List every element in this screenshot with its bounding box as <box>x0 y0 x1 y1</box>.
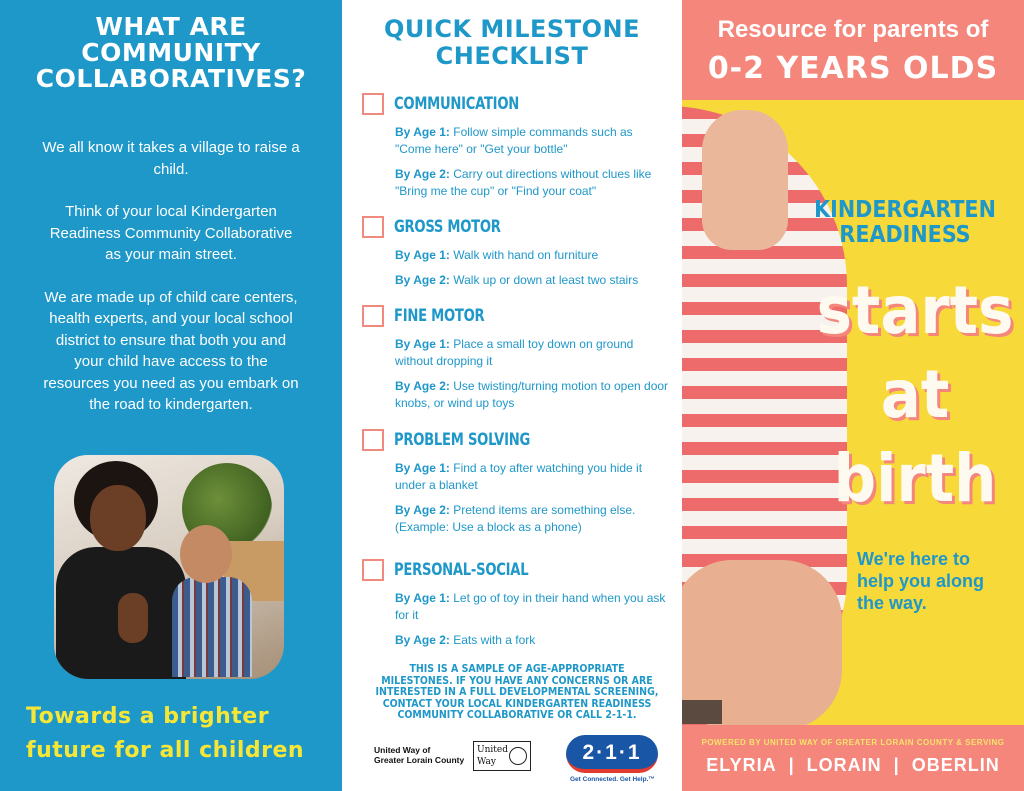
header-age-range: 0-2 YEARS OLDS <box>707 51 999 86</box>
age-label: By Age 1: <box>395 125 450 139</box>
milestone-text: Find a toy after watching you hide it under a blanket <box>395 461 643 492</box>
age-label: By Age 1: <box>395 591 450 605</box>
shorts-shape <box>682 700 722 724</box>
city-lorain: LORAIN <box>806 755 882 775</box>
section-header <box>362 304 672 328</box>
section-gross-motor <box>362 215 672 289</box>
logo-text: Way <box>477 757 496 767</box>
milestone-text: Walk with hand on furniture <box>453 248 599 262</box>
header-subtitle: Resource for parents of <box>717 16 989 43</box>
milestone-text: Follow simple commands such as "Come here" or "Get your bottle" <box>395 125 633 156</box>
section-header <box>362 215 672 239</box>
sponsor-logos <box>370 735 670 781</box>
baby-body-shape <box>172 577 252 677</box>
checkbox-gross-motor[interactable] <box>362 216 384 238</box>
left-panel <box>0 0 342 791</box>
brighter-future-tagline <box>26 700 326 768</box>
help-line: We're here to <box>857 549 970 569</box>
heading-line: READINESS <box>839 222 971 248</box>
two-one-one-tagline: Get Connected. Get Help.™ <box>570 776 655 783</box>
kindergarten-readiness-panel <box>682 0 1024 791</box>
section-label: GROSS MOTOR <box>394 217 501 237</box>
heading-line: KINDERGARTEN <box>814 197 996 223</box>
powered-by-text: POWERED BY UNITED WAY OF GREATER LORAIN COUNTY & SERVING <box>701 738 1005 747</box>
checklist-title <box>342 16 682 70</box>
audience-header <box>682 0 1024 100</box>
title-line: QUICK MILESTONE <box>384 15 640 43</box>
tagline-line: Towards a brighter <box>26 704 270 729</box>
city-elyria: ELYRIA <box>706 755 777 775</box>
age-label: By Age 1: <box>395 248 450 262</box>
milestone-item <box>395 336 672 370</box>
title-line: CHECKLIST <box>435 42 589 70</box>
help-line: the way. <box>857 593 927 613</box>
age-label: By Age 2: <box>395 167 450 181</box>
united-way-logo <box>473 741 531 771</box>
mother-face-shape <box>90 485 146 551</box>
description-paragraph: We are made up of child care centers, health experts, and your local school district to ensure that both you and your child have access to the resources you need as you embark on the road to kindergarten. <box>43 288 299 413</box>
note-line: CONTACT YOUR LOCAL KINDERGARTEN READINESS <box>382 697 652 710</box>
kindergarten-readiness-heading <box>800 198 1010 248</box>
milestone-text: Walk up or down at least two stairs <box>453 273 639 287</box>
checkbox-problem-solving[interactable] <box>362 429 384 451</box>
milestone-item <box>395 124 672 158</box>
tagline-line: future for all children <box>26 738 305 763</box>
note-line: COMMUNITY COLLABORATIVE OR CALL 2-1-1. <box>397 709 637 721</box>
section-header <box>362 428 672 452</box>
checkbox-fine-motor[interactable] <box>362 305 384 327</box>
section-problem-solving <box>362 428 672 536</box>
section-communication <box>362 92 672 200</box>
note-line: MILESTONES. IF YOU HAVE ANY CONCERNS OR ARE <box>381 674 653 687</box>
checkbox-communication[interactable] <box>362 93 384 115</box>
milestone-item <box>395 632 672 649</box>
age-label: By Age 2: <box>395 503 450 517</box>
service-area-footer <box>682 725 1024 791</box>
age-label: By Age 1: <box>395 337 450 351</box>
collaboratives-description <box>40 137 302 437</box>
baby-face-shape <box>180 525 232 583</box>
section-label: FINE MOTOR <box>394 306 485 326</box>
milestone-item <box>395 502 672 536</box>
city-separator: | <box>788 755 795 775</box>
logo-text: United <box>477 745 508 755</box>
cities-list <box>682 755 1024 776</box>
logo-text: United Way of <box>374 745 431 755</box>
city-separator: | <box>893 755 900 775</box>
age-label: By Age 2: <box>395 273 450 287</box>
hand-shape <box>702 110 788 250</box>
milestone-checklist-panel <box>342 0 682 791</box>
milestone-text: Let go of toy in their hand when you ask for it <box>395 591 666 622</box>
milestone-item <box>395 166 672 200</box>
note-line: THIS IS A SAMPLE OF AGE-APPROPRIATE <box>409 663 625 675</box>
mother-hand-shape <box>118 593 148 643</box>
united-way-seal-icon <box>509 747 527 765</box>
milestone-text: Eats with a fork <box>453 633 536 647</box>
section-label: PERSONAL-SOCIAL <box>394 560 529 580</box>
screening-note <box>362 664 672 722</box>
milestone-item <box>395 247 672 264</box>
age-label: By Age 2: <box>395 633 450 647</box>
two-one-one-logo: 2·1·1 <box>566 735 658 773</box>
united-way-lorain-logo <box>374 745 464 765</box>
checkbox-personal-social[interactable] <box>362 559 384 581</box>
milestone-text: Carry out directions without clues like "Bring me the cup" or "Find your coat" <box>395 167 652 198</box>
big-word-at: at <box>880 356 950 433</box>
title-line: COLLABORATIVES? <box>35 64 307 93</box>
description-paragraph: We all know it takes a village to raise a child. <box>42 139 300 178</box>
description-paragraph: Think of your local Kindergarten Readiness Community Collaborative as your main street. <box>49 203 293 263</box>
milestone-text: Place a small toy down on ground without dropping it <box>395 337 634 368</box>
mother-and-baby-photo <box>54 455 284 679</box>
help-line: help you along <box>857 571 985 591</box>
title-line: COMMUNITY <box>81 38 261 67</box>
big-word-birth: birth <box>833 440 997 517</box>
milestone-text: Use twisting/turning motion to open door knobs, or wind up toys <box>395 379 669 410</box>
note-line: INTERESTED IN A FULL DEVELOPMENTAL SCREENING, <box>375 686 659 698</box>
section-header <box>362 558 672 582</box>
big-word-starts: starts <box>816 272 1014 349</box>
section-header <box>362 92 672 116</box>
title-line: WHAT ARE <box>95 12 247 41</box>
milestone-item <box>395 378 672 412</box>
city-oberlin: OBERLIN <box>911 755 1000 775</box>
logo-text: Greater Lorain County <box>374 755 465 765</box>
community-collaboratives-title <box>0 14 342 92</box>
age-label: By Age 1: <box>395 461 450 475</box>
milestone-item <box>395 272 672 289</box>
section-fine-motor <box>362 304 672 412</box>
section-label: COMMUNICATION <box>394 94 519 114</box>
milestone-item <box>395 590 672 624</box>
milestone-text: Pretend items are something else. (Example: Use a block as a phone) <box>395 503 636 534</box>
section-label: PROBLEM SOLVING <box>394 430 531 450</box>
milestone-item <box>395 460 672 494</box>
age-label: By Age 2: <box>395 379 450 393</box>
help-message <box>857 548 1017 614</box>
section-personal-social <box>362 558 672 649</box>
